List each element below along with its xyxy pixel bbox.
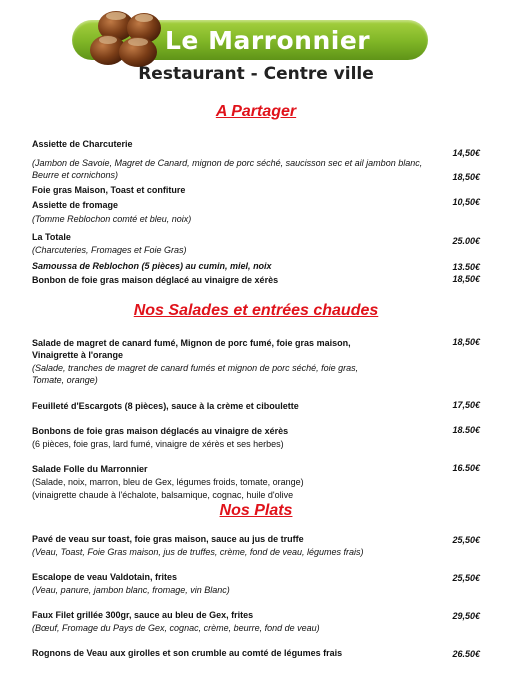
menu-item-totale: La Totale [32,232,71,242]
menu-item-desc: Tomate, orange) [32,375,98,385]
price-bonbons: 18.50€ [452,425,480,435]
price-bonbon: 18,50€ [452,274,480,284]
section-title-partager: A Partager [215,103,297,120]
menu-item-rognons: Rognons de Veau aux girolles et son crumble au comté de légumes frais [32,648,343,658]
price-fromage: 10,50€ [452,197,480,207]
menu-item-desc: (Bœuf, Fromage du Pays de Gex, cognac, crème, beurre, fond de veau) [32,623,320,633]
menu-item-bonbons: Bonbons de foie gras maison déglacés au vinaigre de xérès [32,426,289,436]
price-escargots: 17,50€ [452,400,480,410]
price-foie-gras: 18,50€ [452,172,480,182]
section-title-plats: Nos Plats [219,502,293,519]
price-charcuterie: 14,50€ [452,148,480,158]
price-salade-folle: 16.50€ [452,463,480,473]
restaurant-name: Le Marronnier [165,26,371,55]
menu-item-escalope: Escalope de veau Valdotain, frites [32,572,178,582]
menu-item-bonbon: Bonbon de foie gras maison déglacé au vinaigre de xérès [32,275,279,285]
price-samoussa: 13.50€ [452,262,480,272]
menu-item-desc: Beurre et cornichons) [32,170,119,180]
price-escalope: 25,50€ [452,573,480,583]
menu-item-desc: (Jambon de Savoie, Magret de Canard, mignon de porc séché, saucisson sec et ail jambon blanc, [32,158,423,168]
restaurant-subtitle: Restaurant - Centre ville [138,64,374,84]
menu-item-faux-filet: Faux Filet grillée 300gr, sauce au bleu de Gex, frites [32,610,254,620]
menu-item-desc: (6 pièces, foie gras, lard fumé, vinaigre de xérès et ses herbes) [32,439,284,449]
menu-item-desc: (Salade, tranches de magret de canard fumés et mignon de porc séché, foie gras, [32,363,359,373]
menu-item-desc: (Salade, noix, marron, bleu de Gex, légumes froids, tomate, orange) [32,477,304,487]
menu-item-charcuterie: Assiette de Charcuterie [32,139,133,149]
price-faux-filet: 29,50€ [452,611,480,621]
menu-item-desc: (Charcuteries, Fromages et Foie Gras) [32,245,187,255]
menu-item-desc: (vinaigrette chaude à l'échalote, balsamique, cognac, huile d'olive [32,490,294,500]
menu-item-desc: (Veau, panure, jambon blanc, fromage, vin Blanc) [32,585,230,595]
menu-item-salade-magret: Salade de magret de canard fumé, Mignon de porc fumé, foie gras maison, [32,338,351,348]
menu-item-escargots: Feuilleté d'Escargots (8 pièces), sauce à la crème et ciboulette [32,401,299,411]
menu-item-fromage: Assiette de fromage [32,200,119,210]
price-salade-magret: 18,50€ [452,337,480,347]
menu-item-foie-gras: Foie gras Maison, Toast et confiture [32,185,186,195]
menu-item-desc: (Veau, Toast, Foie Gras maison, jus de truffes, crème, fond de veau, légumes frais) [32,547,364,557]
menu-item-pave-veau: Pavé de veau sur toast, foie gras maison, sauce au jus de truffe [32,534,304,544]
menu-item-desc: (Tomme Reblochon comté et bleu, noix) [32,214,192,224]
menu-item-samoussa: Samoussa de Reblochon (5 pièces) au cumin, miel, noix [32,261,272,271]
price-rognons: 26.50€ [452,649,480,659]
price-pave-veau: 25,50€ [452,535,480,545]
menu-item-salade-folle: Salade Folle du Marronnier [32,464,148,474]
section-title-salades: Nos Salades et entrées chaudes [133,302,379,319]
menu-item-salade-magret-2: Vinaigrette à l'orange [32,350,124,360]
price-totale: 25.00€ [452,236,480,246]
